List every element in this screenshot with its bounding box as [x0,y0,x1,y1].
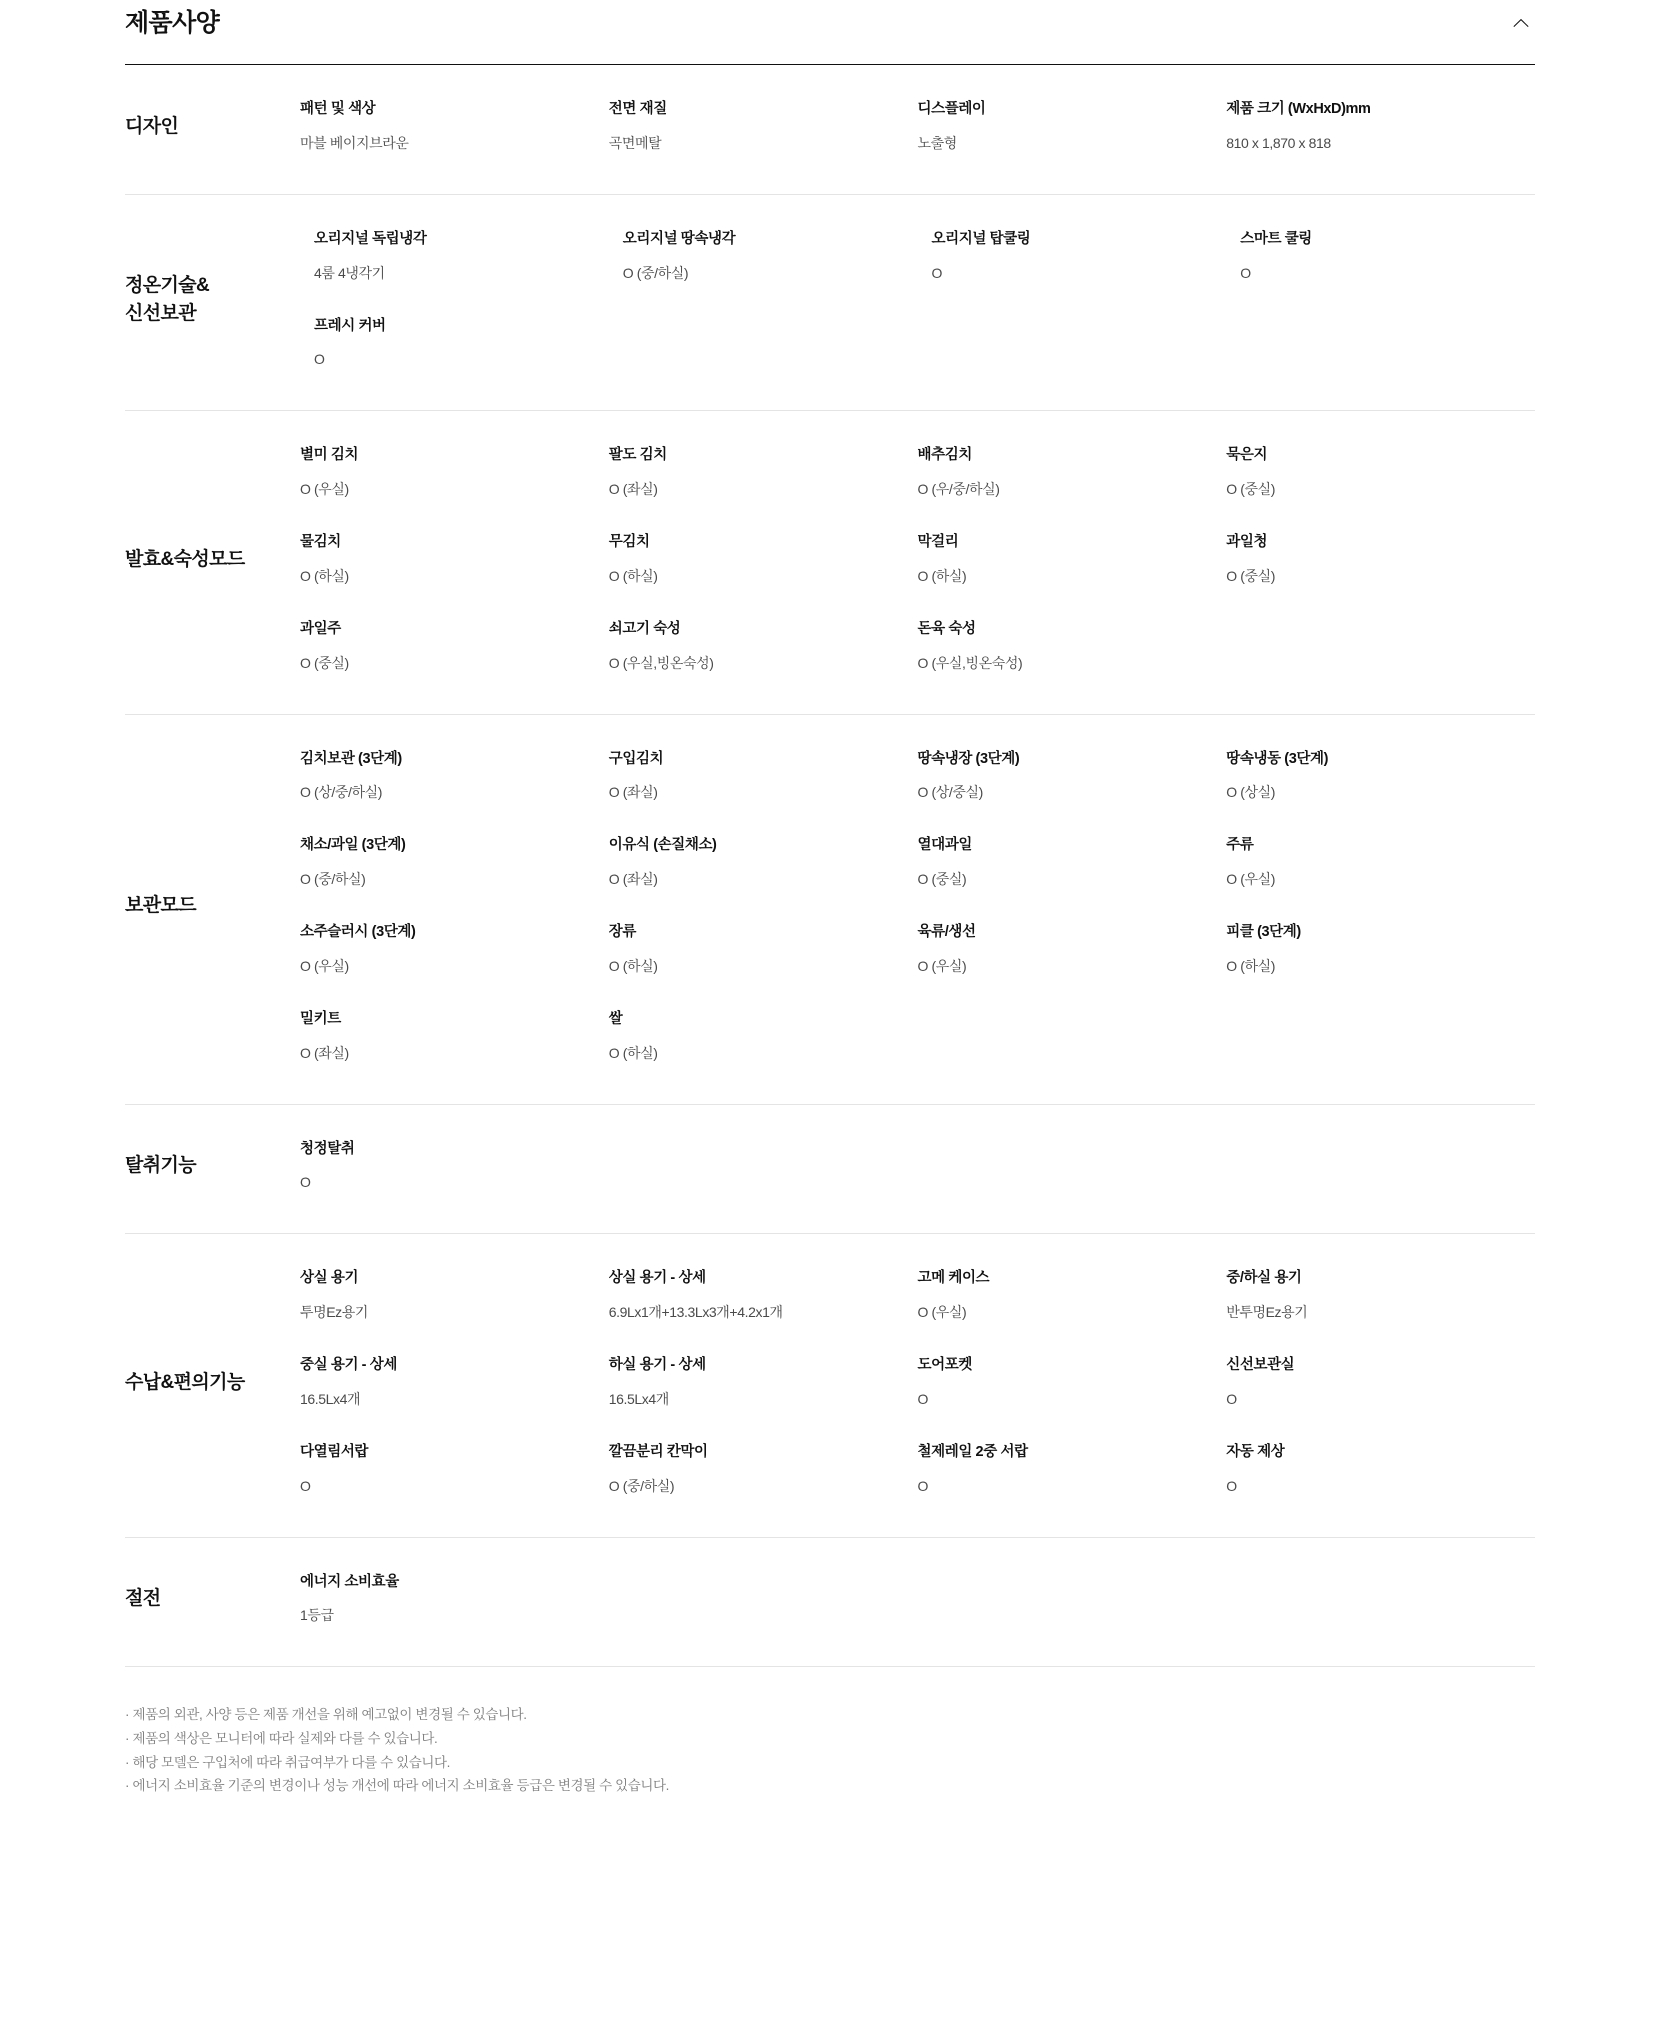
spec-item [609,1268,918,1323]
spec-row [125,65,1535,195]
spec-row-label-line: 정온기술& [125,274,210,296]
spec-item [300,532,609,587]
spec-item [609,922,918,977]
spec-item [918,922,1227,977]
spec-row [125,1234,1535,1537]
spec-item-value: O (우실,빙온숙성) [917,654,1023,671]
spec-item-value: 투명Ez용기 [300,1304,369,1320]
spec-item-grid [300,99,1535,154]
spec-item [1226,1442,1535,1497]
spec-row [125,1538,1535,1668]
spec-item-grid [300,749,1535,1064]
spec-item-value: O (하실) [608,567,658,584]
spec-item-value: O [1240,264,1251,281]
spec-item-name: 디스플레이 [917,101,986,117]
spec-item-grid [300,229,1535,371]
spec-item [609,619,918,674]
spec-row-label: 디자인 [125,115,179,137]
spec-item-value: O [1226,1390,1237,1407]
spec-item [300,229,609,284]
spec-item-value: 곡면메탈 [608,134,662,151]
spec-item [918,99,1227,154]
spec-item [300,1009,609,1064]
note-line: · 에너지 소비효율 기준의 변경이나 성능 개선에 따라 에너지 소비효율 등급은 변경될 수 있습니다. [125,1778,670,1794]
spec-item [918,619,1227,674]
spec-item-name: 중/하실 용기 [1226,1270,1302,1287]
spec-item [300,1268,609,1323]
spec-item [1226,1355,1535,1410]
spec-item-name: 무김치 [608,534,650,550]
note-line: · 해당 모델은 구입처에 따라 취급여부가 다를 수 있습니다. [125,1754,450,1770]
spec-item-value: O (하실) [300,567,349,584]
spec-item-name: 자동 제상 [1226,1443,1285,1460]
spec-item [918,1442,1227,1497]
spec-item-name: 막걸리 [917,534,959,550]
spec-item-name: 에너지 소비효율 [300,1573,399,1590]
spec-item-value: O (중/하실) [300,871,366,887]
spec-row-label: 보관모드 [125,895,197,917]
spec-item-value: O (하실) [608,1044,658,1061]
spec-item-name: 물김치 [300,534,341,550]
spec-item [1226,922,1535,977]
spec-item [300,1355,609,1410]
spec-item-value: O (중/하실) [608,1477,675,1494]
spec-item-name: 프레시 커버 [314,317,386,334]
spec-item-value: O (상/중실) [917,784,983,801]
spec-item-name: 오리지널 독립냉각 [314,230,427,247]
spec-item-name: 땅속냉동 (3단계) [1226,750,1329,767]
spec-item-value: O [300,1477,311,1494]
spec-item [609,1355,918,1410]
spec-item [609,835,918,890]
spec-item-name: 신선보관실 [1226,1357,1295,1373]
spec-row-label: 발효&숙성모드 [125,548,245,570]
spec-item-value: 4룸 4냉각기 [314,264,385,281]
spec-item [1226,835,1535,890]
spec-item-name: 상실 용기 - 상세 [608,1270,706,1287]
spec-item [609,1009,918,1064]
spec-item [300,749,609,804]
spec-item-name: 피클 (3단계) [1226,924,1301,940]
spec-item-value: O (상실) [1226,784,1276,801]
spec-item-value: 810 x 1,870 x 818 [1226,134,1331,151]
spec-item-name: 채소/과일 (3단계) [300,837,406,854]
spec-section-header [125,0,1535,65]
spec-item-name: 쌀 [608,1010,623,1027]
spec-item [1226,229,1535,284]
spec-item-name: 제품 크기 (WxHxD)mm [1226,101,1371,117]
spec-item [918,445,1227,500]
spec-item [300,1572,609,1627]
spec-item-value: O (좌실) [608,871,658,887]
spec-item-name: 밀키트 [300,1010,341,1027]
spec-row-label: 절전 [125,1588,161,1610]
spec-item-value: O (우실) [917,957,967,974]
spec-item-value: O (상/중/하실) [300,784,382,801]
spec-item [609,229,918,284]
spec-item-grid [300,1139,1535,1194]
spec-item-value: O [917,1390,928,1407]
spec-item-name: 돈육 숙성 [917,620,976,637]
spec-row-label-line: 신선보관 [125,302,197,324]
spec-row [125,715,1535,1105]
spec-table [125,65,1535,1667]
spec-item-name: 장류 [608,924,636,940]
spec-item [300,1139,609,1194]
spec-item-value: O (좌실) [300,1044,349,1061]
spec-item [1226,532,1535,587]
spec-row [125,195,1535,412]
spec-item [1226,445,1535,500]
spec-item-name: 청정탈취 [300,1140,355,1157]
spec-item-value: 마블 베이지브라운 [300,134,409,151]
spec-item-name: 고메 케이스 [917,1270,990,1287]
spec-item [918,532,1227,587]
spec-item [609,99,918,154]
page-title: 제품사양 [125,9,220,37]
spec-item [300,922,609,977]
spec-item [609,532,918,587]
spec-item-name: 철제레일 2중 서랍 [917,1443,1028,1460]
spec-row-label: 탈취기능 [125,1155,197,1177]
spec-item-value: O [917,1477,928,1494]
spec-item-name: 오리지널 탑쿨링 [931,230,1031,247]
spec-item-value: O [300,1174,311,1191]
spec-item-value: 16.5Lx4개 [608,1390,669,1407]
spec-item-grid [300,445,1535,673]
spec-item-value: O (하실) [608,957,658,974]
spec-item-value: O (우/중/하실) [917,481,1000,497]
spec-item-value: O (우실) [917,1304,967,1320]
spec-item-name: 김치보관 (3단계) [300,750,402,767]
spec-item-value: O (우실) [300,481,349,497]
spec-item-name: 오리지널 땅속냉각 [622,230,736,247]
spec-item [1226,1268,1535,1323]
spec-item-value: O (하실) [917,567,967,584]
spec-item [918,749,1227,804]
spec-item-value: O (하실) [1226,957,1276,974]
spec-item-value: O [1226,1477,1237,1494]
spec-item-value: O (중실) [917,871,967,887]
spec-item-grid [300,1572,1535,1627]
spec-item-name: 주류 [1226,837,1254,854]
spec-item-name: 묵은지 [1226,447,1268,464]
chevron-up-icon[interactable] [1507,9,1535,37]
spec-item-name: 열대과일 [917,837,972,854]
spec-item-name: 구입김치 [608,750,664,767]
spec-item-value: O (중실) [1226,481,1276,497]
spec-item-name: 쇠고기 숙성 [608,620,681,637]
spec-item-name: 배추김치 [917,447,972,464]
spec-item-value: 6.9Lx1개+13.3Lx3개+4.2x1개 [608,1304,783,1320]
spec-item-value: 16.5Lx4개 [300,1390,361,1407]
spec-notes [125,1703,1535,1858]
spec-item-value: O (좌실) [608,481,658,497]
note-line: · 제품의 외관, 사양 등은 제품 개선을 위해 예고없이 변경될 수 있습니다. [125,1707,527,1723]
spec-item-grid [300,1268,1535,1496]
spec-item-name: 하실 용기 - 상세 [608,1357,706,1373]
spec-item-value: O (우실) [1226,871,1276,887]
spec-item-name: 다열림서랍 [300,1443,369,1460]
spec-item-value: O (중실) [300,654,349,671]
spec-item-value: O [931,264,942,281]
spec-item-value: 1등급 [300,1607,334,1624]
spec-item-name: 패턴 및 색상 [300,101,376,117]
spec-item-value: O (우실) [300,957,349,974]
note-line: · 제품의 색상은 모니터에 따라 실제와 다를 수 있습니다. [125,1730,438,1746]
spec-item-value: O [314,351,325,368]
spec-item [918,1268,1227,1323]
spec-item-name: 과일주 [300,620,341,637]
spec-item [300,835,609,890]
spec-item [918,1355,1227,1410]
spec-item-value: O (중실) [1226,567,1276,584]
spec-row [125,1105,1535,1235]
spec-item-name: 깔끔분리 칸막이 [608,1443,708,1460]
spec-item [918,835,1227,890]
spec-row [125,411,1535,714]
spec-item-name: 중실 용기 - 상세 [300,1357,397,1373]
spec-item-name: 이유식 (손질채소) [608,837,717,854]
spec-item-name: 팔도 김치 [608,447,667,464]
spec-item [300,445,609,500]
spec-item [1226,749,1535,804]
spec-item-name: 전면 재질 [608,101,667,117]
spec-item [609,749,918,804]
spec-item-value: O (우실,빙온숙성) [608,654,714,671]
spec-item [609,1442,918,1497]
spec-item-value: O (좌실) [608,784,658,801]
spec-item-name: 소주슬러시 (3단계) [300,924,416,940]
spec-item-name: 스마트 쿨링 [1240,230,1312,247]
spec-item-name: 상실 용기 [300,1270,359,1287]
spec-item-value: O (중/하실) [622,264,689,281]
spec-row-label: 수납&편의기능 [125,1371,245,1393]
spec-item-name: 과일청 [1226,534,1268,550]
spec-item-value: 반투명Ez용기 [1226,1304,1308,1320]
spec-item-name: 별미 김치 [300,447,359,464]
spec-item [918,229,1227,284]
spec-item-name: 육류/생선 [917,924,976,940]
spec-item [300,1442,609,1497]
spec-item [1226,99,1535,154]
spec-item [300,99,609,154]
spec-item [300,619,609,674]
spec-item-value: 노출형 [917,134,957,151]
spec-item [300,316,609,371]
spec-item-name: 땅속냉장 (3단계) [917,750,1020,767]
spec-item [609,445,918,500]
spec-item-name: 도어포켓 [917,1357,972,1373]
spec-row-label [125,272,300,327]
